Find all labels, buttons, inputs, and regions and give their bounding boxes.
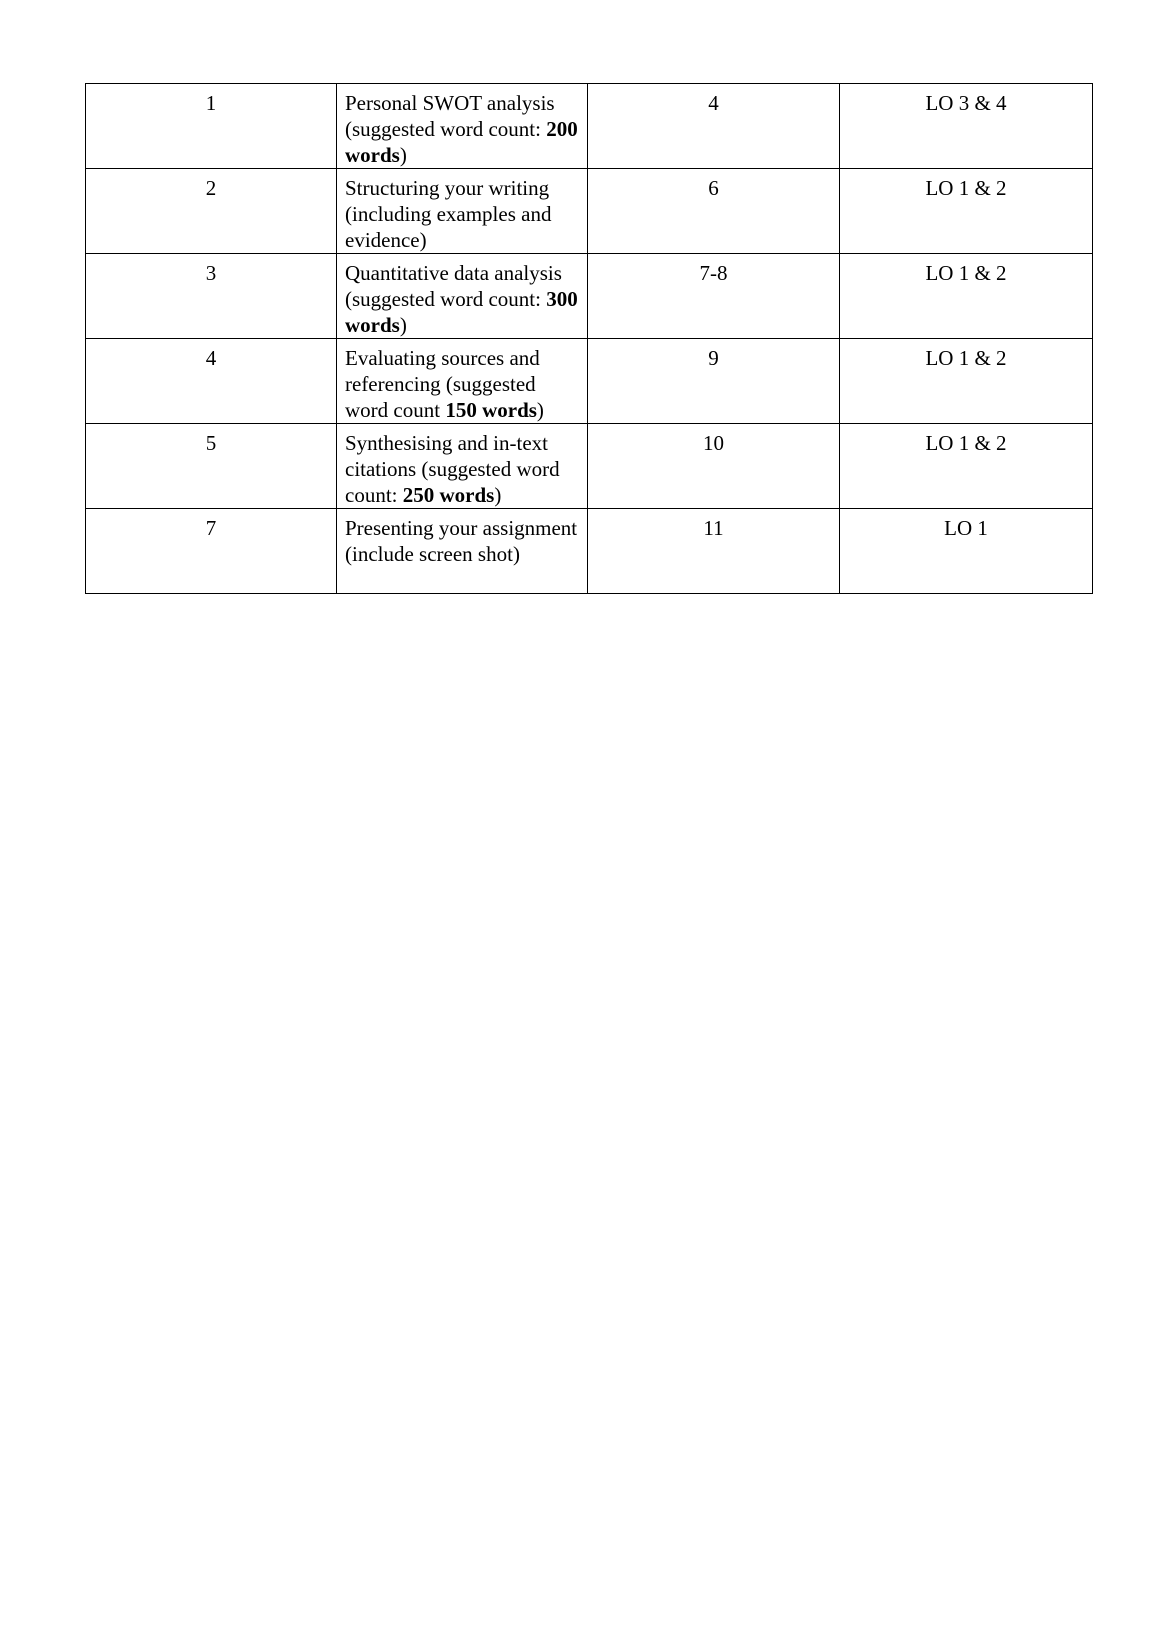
task-number: 5 [86,424,337,509]
task-week: 7-8 [588,254,840,339]
task-number: 7 [86,509,337,594]
task-week: 4 [588,84,840,169]
task-description: Evaluating sources and referencing (suggested word count 150 words) [337,339,588,424]
task-description: Quantitative data analysis (suggested word count: 300 words) [337,254,588,339]
task-description: Personal SWOT analysis (suggested word count: 200 words) [337,84,588,169]
word-count: 150 words [445,398,537,422]
task-description: Synthesising and in-text citations (suggested word count: 250 words) [337,424,588,509]
word-count: 200 words [345,117,578,167]
task-description: Structuring your writing (including examples and evidence) [337,169,588,254]
word-count: 300 words [345,287,578,337]
learning-outcome: LO 1 [840,509,1093,594]
table-row [86,339,1093,424]
table-row [86,169,1093,254]
task-week: 9 [588,339,840,424]
task-week: 10 [588,424,840,509]
task-number: 2 [86,169,337,254]
learning-outcome: LO 1 & 2 [840,339,1093,424]
learning-outcome: LO 1 & 2 [840,169,1093,254]
task-week: 11 [588,509,840,594]
table-row [86,254,1093,339]
table-row [86,84,1093,169]
task-week: 6 [588,169,840,254]
assessment-table [85,83,1093,594]
learning-outcome: LO 1 & 2 [840,424,1093,509]
learning-outcome: LO 3 & 4 [840,84,1093,169]
task-number: 3 [86,254,337,339]
table-row [86,424,1093,509]
task-number: 1 [86,84,337,169]
word-count: 250 words [402,483,495,507]
table-row [86,509,1093,594]
learning-outcome: LO 1 & 2 [840,254,1093,339]
task-number: 4 [86,339,337,424]
task-description: Presenting your assignment (include screen shot) [337,509,588,594]
